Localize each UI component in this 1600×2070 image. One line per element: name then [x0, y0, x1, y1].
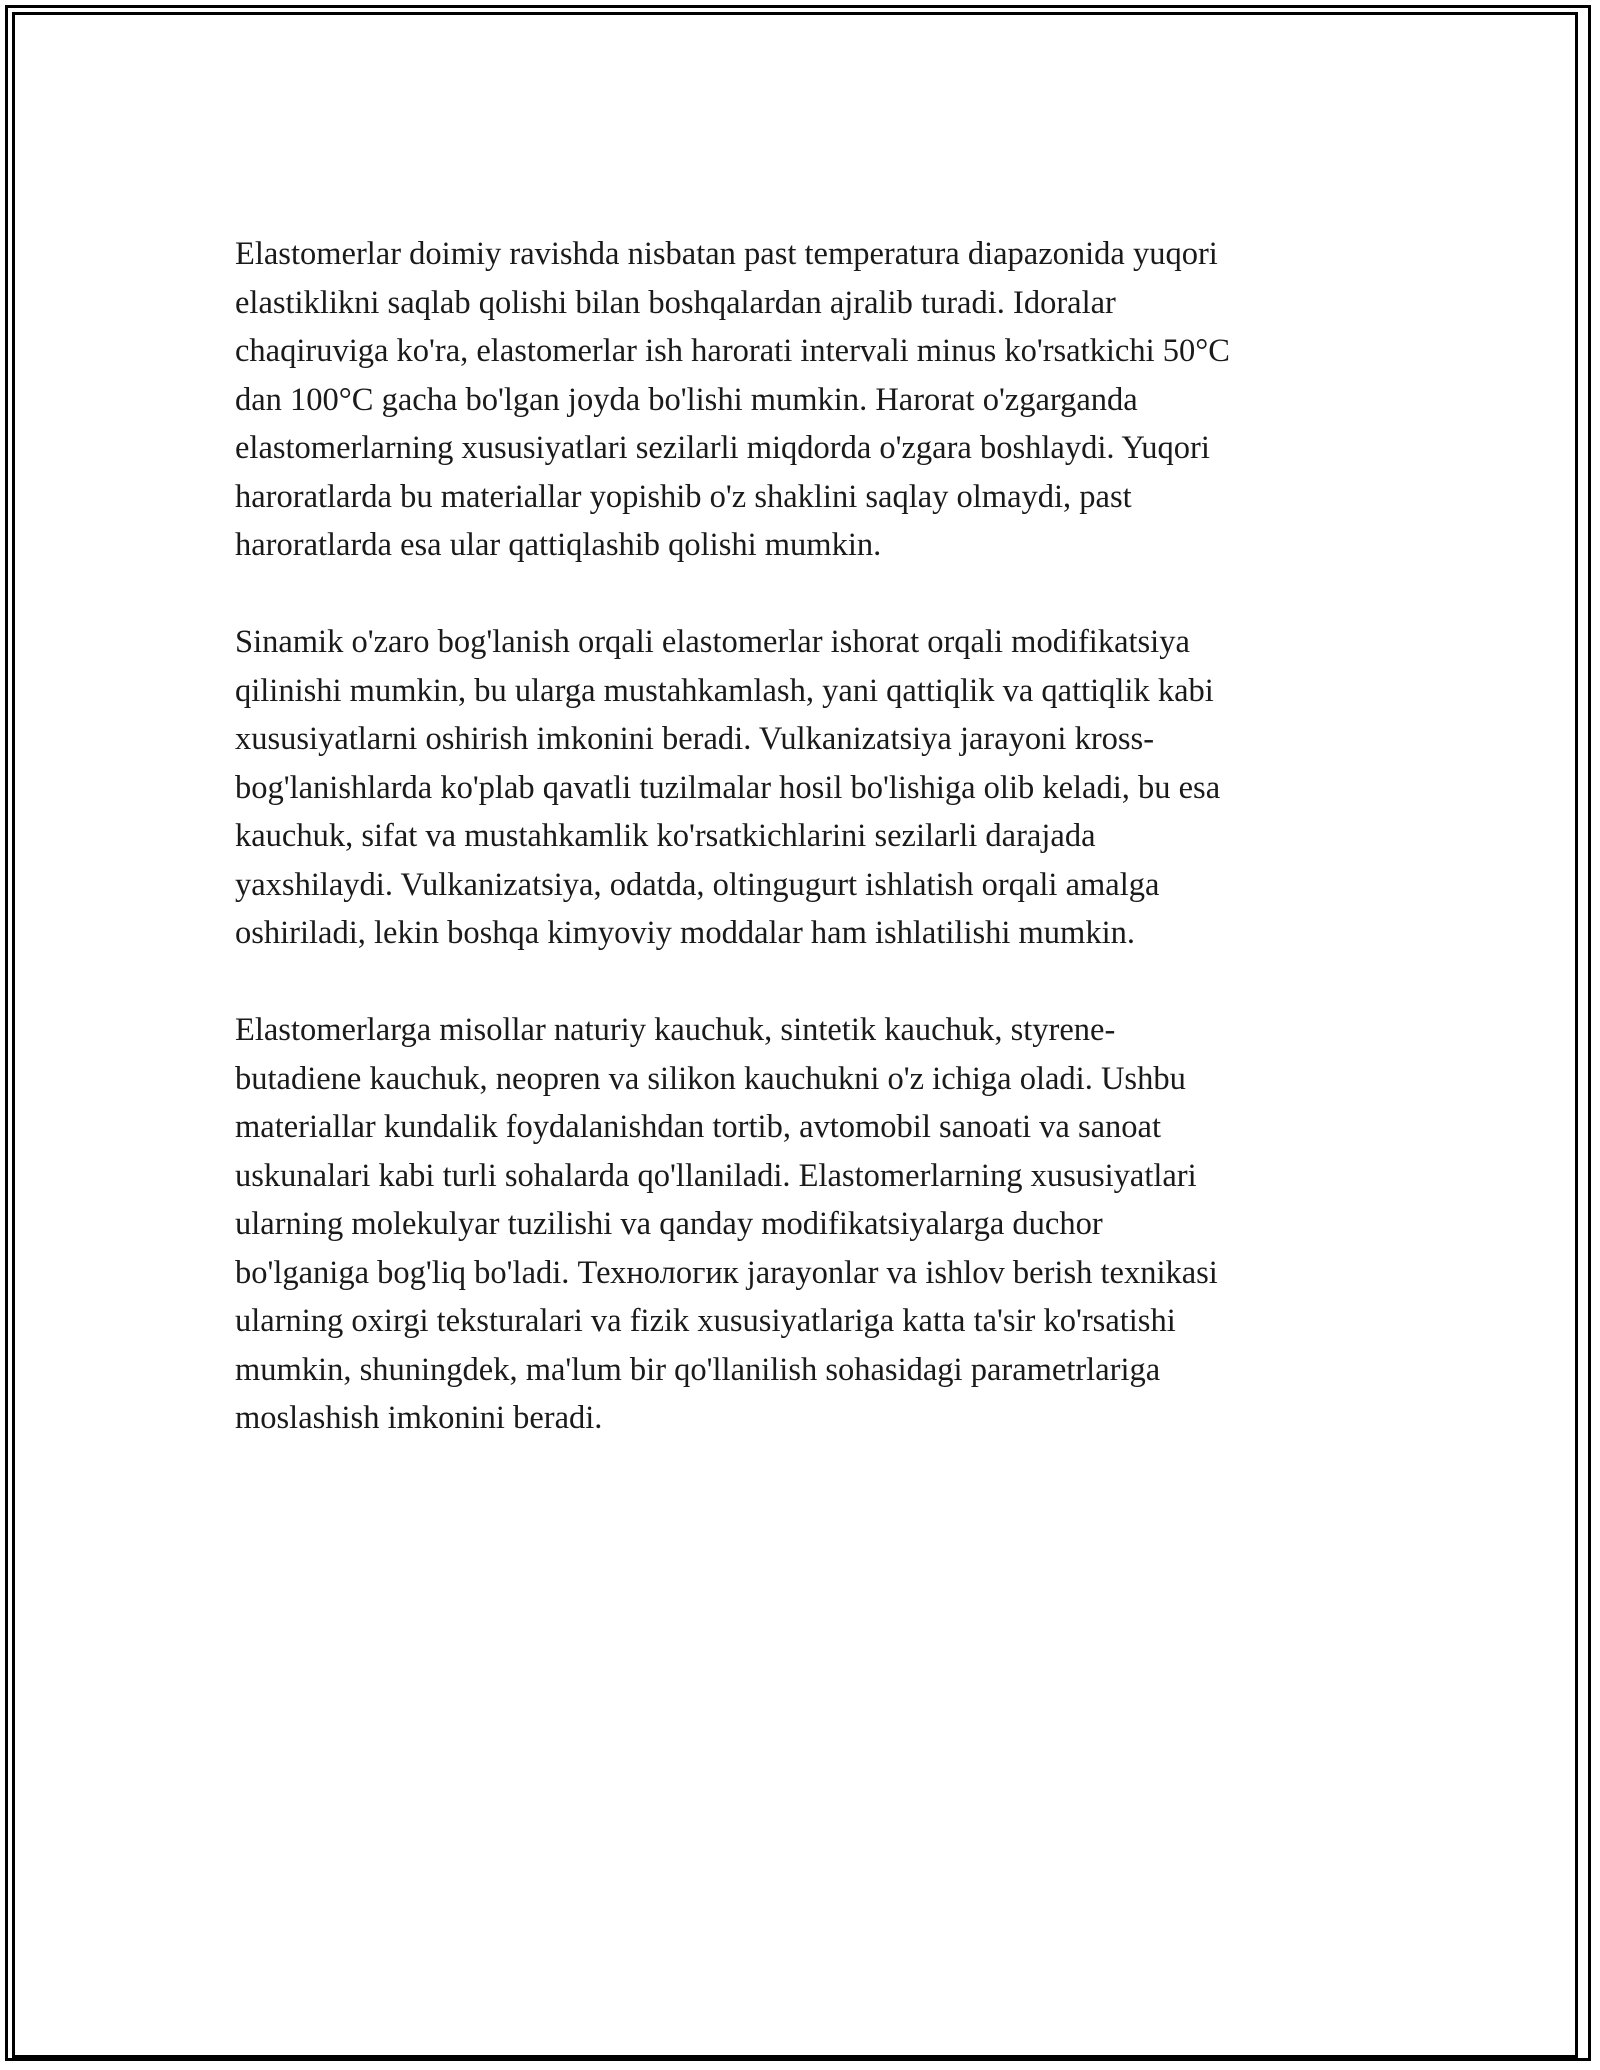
text-line: haroratlarda esa ular qattiqlashib qolishi mumkin.	[235, 527, 882, 563]
text-line: bo'lganiga bog'liq bo'ladi. Технологик jarayonlar va ishlov berish texnikasi	[235, 1254, 1218, 1291]
text-line: qilinishi mumkin, bu ularga mustahkamlash, yani qattiqlik va qattiqlik kabi	[235, 672, 1214, 709]
text-line: moslashish imkonini beradi.	[235, 1400, 603, 1436]
paragraph-1	[235, 230, 1370, 570]
document-body	[235, 230, 1370, 1491]
text-line: yaxshilaydi. Vulkanizatsiya, odatda, oltingugurt ishlatish orqali amalga	[235, 866, 1160, 903]
paragraph-3	[235, 1006, 1370, 1443]
text-line: elastomerlarning xususiyatlari sezilarli miqdorda o'zgara boshlaydi. Yuqori	[235, 430, 1210, 466]
text-line: elastiklikni saqlab qolishi bilan boshqalardan ajralib turadi. Idoralar	[235, 284, 1116, 321]
text-line: uskunalari kabi turli sohalarda qo'llaniladi. Elastomerlarning xususiyatlari	[235, 1157, 1197, 1194]
text-line: chaqiruviga ko'ra, elastomerlar ish harorati intervali minus ko'rsatkichi 50°C	[235, 333, 1230, 369]
text-line: ularning oxirgi teksturalari va fizik xususiyatlariga katta ta'sir ko'rsatishi	[235, 1303, 1176, 1339]
paragraph-2	[235, 618, 1370, 958]
text-line: dan 100°C gacha bo'lgan joyda bo'lishi mumkin. Harorat o'zgarganda	[235, 381, 1138, 418]
text-line: kauchuk, sifat va mustahkamlik ko'rsatkichlarini sezilarli darajada	[235, 818, 1096, 854]
text-line: butadiene kauchuk, neopren va silikon kauchukni o'z ichiga oladi. Ushbu	[235, 1060, 1186, 1097]
text-line: ularning molekulyar tuzilishi va qanday modifikatsiyalarga duchor	[235, 1206, 1103, 1242]
text-line: haroratlarda bu materiallar yopishib o'z shaklini saqlay olmaydi, past	[235, 478, 1132, 515]
text-line: Elastomerlar doimiy ravishda nisbatan past temperatura diapazonida yuqori	[235, 236, 1218, 272]
text-line: Sinamik o'zaro bog'lanish orqali elastomerlar ishorat orqali modifikatsiya	[235, 624, 1190, 660]
text-line: xususiyatlarni oshirish imkonini beradi. Vulkanizatsiya jarayoni kross-	[235, 721, 1155, 757]
text-line: materiallar kundalik foydalanishdan tortib, avtomobil sanoati va sanoat	[235, 1109, 1161, 1145]
text-line: bog'lanishlarda ko'plab qavatli tuzilmalar hosil bo'lishiga olib keladi, bu esa	[235, 769, 1221, 806]
text-line: mumkin, shuningdek, ma'lum bir qo'llanilish sohasidagi parametrlariga	[235, 1351, 1161, 1388]
text-line: Elastomerlarga misollar naturiy kauchuk, sintetik kauchuk, styrene-	[235, 1012, 1116, 1048]
text-line: oshiriladi, lekin boshqa kimyoviy moddalar ham ishlatilishi mumkin.	[235, 915, 1135, 951]
